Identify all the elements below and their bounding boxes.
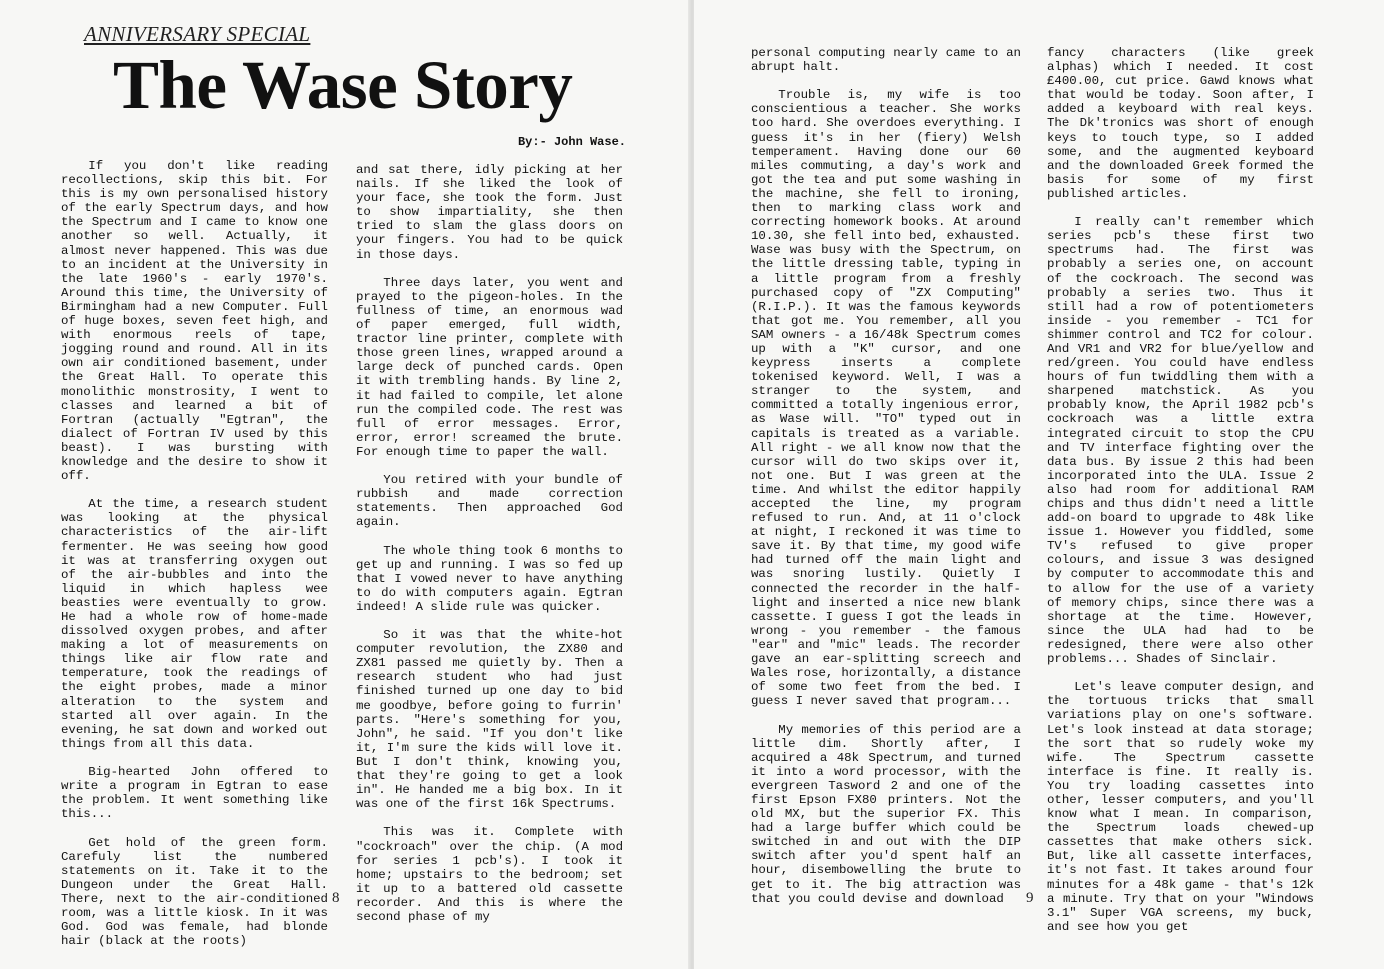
paragraph: Let's leave computer design, and the tortuous tricks that small variations play on one's software. Let's look instead at data storage; the sort that so rudely woke my wife. The Spectrum cassette interface is fine. It really is. You try loading cassettes into other, lesser computers, and you'll know what I mean. In comparison, the Spectrum loads chewed-up cassettes that make others sick. But, like all cassette interfaces, it's not fast. It takes around four minutes for a 48k game - that's 12k a minute. Try that on your "Windows 3.1" Super VGA screens, my buck, and see how you get	[1047, 680, 1314, 934]
paragraph: The whole thing took 6 months to get up and running. I was so fed up that I vowed never to have anything to do with computers again. Egtran indeed! A slide rule was quicker.	[356, 543, 623, 614]
left-page-column-2	[356, 163, 623, 938]
paragraph: Three days later, you went and prayed to the pigeon-holes. In the fullness of time, an enormous wad of paper emerged, full width, tractor line printer, complete with those green lines, wrapped around a large deck of punched cards. Open it with trembling hands. By line 2, it had failed to compile, let alone run the compiled code. The rest was full of error messages. Error, error, error! screamed the brute. For enough time to paper the wall.	[356, 275, 623, 459]
paragraph: You retired with your bundle of rubbish and made correction statements. Then approached God again.	[356, 473, 623, 530]
paragraph: personal computing nearly came to an abrupt halt.	[751, 46, 1021, 75]
page-number: 9	[1026, 890, 1034, 906]
section-kicker: ANNIVERSARY SPECIAL	[84, 22, 311, 46]
paragraph: Trouble is, my wife is too conscientious a teacher. She works too hard. She overdoes everything. I guess it's in her (fiery) Welsh temperament. Having done our 60 miles commuting, a day's work and got the tea and put some washing in the machine, she fell to ironing, then to marking class work and correcting homework books. At around 10.30, she fell into bed, exhausted. Wase was busy with the Spectrum, on the little dressing table, typing in a little program from a freshly purchased copy of "ZX Computing" (R.I.P.). It was the famous keywords that got me. You remember, all you SAM owners - a 16/48k Spectrum comes up with a "K" cursor, and one keypress inserts a complete tokenised keyword. Well, I was a stranger to the system, and committed a totally ingenious error, as Wase will. "TO" typed out in capitals is treated as a variable. All right - we all know now that the cursor will do two skips over it, not one. But I was green at the time. And whilst the editor happily accepted the line, my program refused to run. And, at 11 o'clock at night, I reckoned it was time to save it. By that time, my good wife had turned off the main light and was snoring lustily. Quietly I connected the recorder in the half-light and inserted a nice new blank cassette. I guess I got the leads in wrong - you remember - the famous "ear" and "mic" leads. The recorder gave an ear-splitting screech and Wales rose, horizontally, a distance of some two feet from the bed. I guess I never saved that program...	[751, 88, 1021, 709]
paragraph: Get hold of the green form. Carefuly list the numbered statements on it. Take it to the Dungeon under the Great Hall. There, next to the air-conditioned room, was a little kiosk. In it was God. God was female, had blonde hair (black at the roots)	[61, 835, 328, 949]
paragraph: So it was that the white-hot computer revolution, the ZX80 and ZX81 passed me quietly by. Then a research student who had just finished turned up one day to bid me goodbye, before going to furrin' parts. "Here's something for you, John", he said. "If you don't like it, I'm sure the kids will love it. But I don't think, knowing you, that they're going to get a look in". He handed me a big box. In it was one of the first 16k Spectrums.	[356, 628, 623, 812]
paragraph: This was it. Complete with "cockroach" over the chip. (A mod for series 1 pcb's). I took it home; upstairs to the bedroom; set it up to a battered old cassette recorder. And this is where the second phase of my	[356, 825, 623, 924]
paragraph: I really can't remember which series pcb's these first two spectrums had. The first was probably a series one, on account of the cockroach. The second was probably a series two. Thus it still had a row of potentiometers inside - you remember - TC1 for shimmer control and TC2 for colour. And VR1 and VR2 for blue/yellow and red/green. You could have endless hours of fun twiddling them with a sharpened matchstick. As you probably know, the April 1982 pcb's cockroach was a little extra integrated circuit to stop the CPU and TV interface fighting over the data bus. By issue 2 this had been incorporated into the ULA. Issue 2 also had room for additional RAM chips and thus didn't need a little add-on board to upgrade to 48k like issue 1. However you fiddled, some TV's refused to give proper colours, and issue 3 was designed by computer to accommodate this and to allow for the use of a variety of memory chips, since there was a shortage at the time. However, since the ULA had had to be redesigned, there were also other problems... Shades of Sinclair.	[1047, 215, 1314, 667]
paragraph: and sat there, idly picking at her nails. If she liked the look of your face, she took the form. Just to show impartiality, she then tried to slam the glass doors on your fingers. You had to be quick in those days.	[356, 163, 623, 262]
paragraph: My memories of this period are a little dim. Shortly after, I acquired a 48k Spectrum, and turned it into a word processor, with the evergreen Tasword 2 and one of the first Epson FX80 printers. Not the old MX, but the superior FX. This had a large buffer which could be switched in and out with the DIP switch after you'd spent half an hour, disembowelling the brute to get to it. The big attraction was that you could devise and download	[751, 722, 1021, 906]
left-page	[0, 0, 690, 969]
article-title: The Wase Story	[113, 47, 573, 123]
paragraph: Big-hearted John offered to write a program in Egtran to ease the problem. It went something like this...	[61, 765, 328, 822]
right-page-column-2	[1047, 46, 1314, 948]
byline: By:- John Wase.	[517, 135, 626, 149]
right-page-column-1	[751, 46, 1021, 920]
paragraph: If you don't like reading recollections, skip this bit. For this is my own personalised history of the early Spectrum days, and how the Spectrum and I came to know one another so well. Actually, it almost never happened. This was due to an incident at the University in the late 1960's - early 1970's. Around this time, the University of Birmingham had a new Computer. Full of huge boxes, seven feet high, and with enormous reels of tape, jogging round and round. All in its own air conditioned basement, under the Great Hall. To operate this monolithic monstrosity, I went to classes and learned a bit of Fortran (actually "Egtran", the dialect of Fortran IV used by this beast). I was bursting with knowledge and the desire to show it off.	[61, 159, 328, 484]
paragraph: At the time, a research student was looking at the physical characteristics of the air-lift fermenter. He was seeing how good it was at transferring oxygen out of the air-bubbles and into the liquid in which hapless wee beasties were eventually to grow. He had a whole row of home-made dissolved oxygen probes, and after making a lot of measurements on things like air flow rate and temperature, took the readings of the eight probes, made a minor alteration to the system and started all over again. In the evening, he sat down and worked out things from all this data.	[61, 497, 328, 751]
left-page-column-1	[61, 159, 328, 962]
page-number: 8	[332, 890, 340, 906]
paragraph: fancy characters (like greek alphas) which I needed. It cost £400.00, cut price. Gawd knows what that would be today. Soon after, I added a keyboard with real keys. The Dk'tronics was short of enough keys to touch type, so I added some, and the augmented keyboard and the downloaded Greek formed the basis for some of my first published articles.	[1047, 46, 1314, 201]
